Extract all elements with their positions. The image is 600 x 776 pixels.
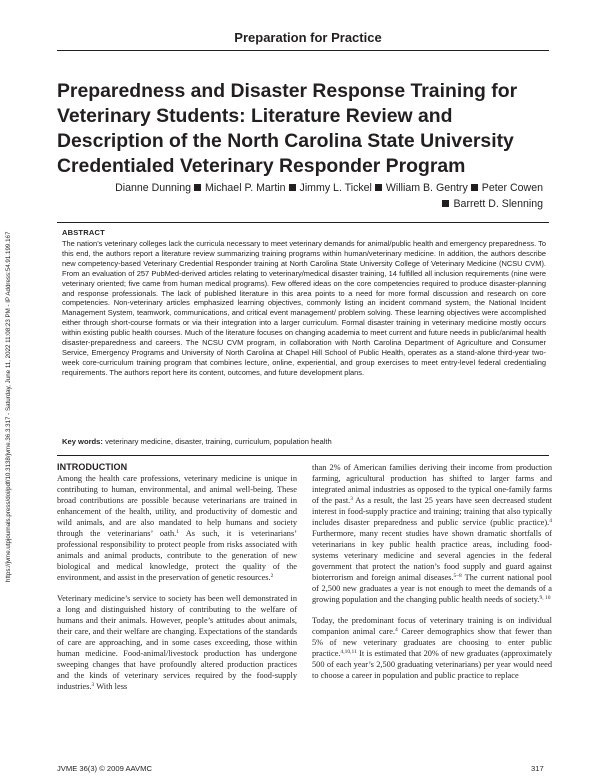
introduction-heading: INTRODUCTION	[57, 462, 128, 472]
reference-marker[interactable]: 4,10,11	[340, 649, 357, 655]
separator-square-icon	[194, 184, 201, 191]
reference-marker[interactable]: 5–8	[453, 573, 462, 579]
author-list	[73, 180, 543, 212]
body-text: Among the health care professions, veterinary medicine is unique in contributing to human, environmental, and animal well-being. These broad contributions are possible because veterinarians are trained in enhancement of the health, utility, and productivity of domestic and wild animals, and are also mandated to help humans and society through the veterinarians’ oath.	[57, 474, 297, 538]
paragraph	[312, 615, 552, 681]
paragraph	[57, 473, 297, 583]
separator-square-icon	[289, 184, 296, 191]
abstract-top-rule	[57, 222, 549, 223]
article-title: Preparedness and Disaster Response Training for Veterinary Students: Literature Review and Description of the North Carolina State University Credentialed Veterinary Responder Program	[57, 80, 518, 177]
keywords-text: veterinary medicine, disaster, training, curriculum, population health	[105, 437, 332, 446]
author-name: William B. Gentry	[385, 182, 468, 194]
body-text: Career demographics show that fewer than 5% of new veterinary graduates are choosing to enter public practice.	[312, 627, 552, 658]
author-name: Barrett D. Slenning	[453, 198, 543, 210]
left-column	[57, 462, 297, 702]
separator-square-icon	[375, 184, 382, 191]
paragraph	[57, 593, 297, 692]
body-text: Today, the predominant focus of veterinary training is on individual companion animal care.	[312, 616, 552, 636]
author-name: Dianne Dunning	[115, 182, 192, 194]
section-label: Preparation for Practice	[234, 30, 382, 45]
separator-square-icon	[471, 184, 478, 191]
reference-marker[interactable]: 1	[176, 529, 180, 535]
body-text: It is estimated that 20% of new graduates (approximately 500 of each year’s 2,500 graduating veterinarians) per year would need to choose a career in population and public practice to replace	[312, 649, 552, 680]
right-column	[312, 462, 552, 691]
reference-marker[interactable]: 4	[549, 518, 552, 524]
page-number: 317	[531, 764, 544, 773]
reference-marker[interactable]: 2	[270, 573, 274, 579]
author-name: Jimmy L. Tickel	[299, 182, 372, 194]
journal-footer: JVME 36(3) © 2009 AAVMC	[57, 764, 152, 773]
author-name: Peter Cowen	[481, 182, 543, 194]
header-rule	[57, 50, 549, 51]
author-name: Michael P. Martin	[205, 182, 286, 194]
download-watermark: https://jvme.utpjournals.press/doi/pdf/10.3138/jvme.36.3.317 - Saturday, June 11, 2022 11:08:23 PM - IP Address:54.91.199.167	[5, 231, 12, 582]
body-text: The current national pool of 2,500 new graduates a year is not enough to meet the demands of a growing population and the changing public health needs of society.	[312, 573, 552, 604]
body-text: As a result, the last 25 years have seen decreased student interest in food-supply practice and training; training that also typically includes disaster preparedness and public service (public practice).	[312, 496, 552, 527]
keywords	[62, 437, 546, 447]
reference-marker[interactable]: 4	[395, 627, 398, 633]
keywords-label: Key words:	[62, 437, 103, 446]
abstract-heading: ABSTRACT	[62, 228, 105, 237]
body-text: Veterinary medicine’s service to society has been well demonstrated in a long and distinguished history of contributing to the welfare of humans and their animals. However, people’s attitudes about animals, their care, and their welfare are changing. Expectations of the standards of care are approaching, and in some cases exceeding, those within human medicine. Food-animal/livestock production has undergone sweeping changes that have profoundly altered production practices and the kinds of veterinary services required by the food-supply industries.	[57, 594, 297, 691]
separator-square-icon	[442, 200, 449, 207]
reference-marker[interactable]: 3	[91, 682, 95, 688]
reference-marker[interactable]: 3	[350, 496, 353, 502]
keywords-rule	[57, 455, 549, 456]
abstract-text: The nation’s veterinary colleges lack the curricula necessary to meet veterinary demands for animal/public health and emergency preparedness. To this end, the authors report a literature review summarizing training programs within human/veterinary medicine. In addition, the authors describe new competency-based Veterinary Credential Responder training at North Carolina State University College of Veterinary Medicine (NCSU CVM). From an evaluation of 257 PubMed-derived articles relating to veterinary/medical disaster training, 14 fulfilled all inclusion requirements (nine were veterinary oriented; five came from human medical programs). Few offered ideas on the core competencies required to produce disaster-planning and response professionals. The lack of published literature in this area points to a need for more formal discussion and research on core competencies. Non-veterinary articles emphasized learning objectives, commonly listing an incident command system, the National Incident Management System, teamwork, communications, and critical event management/ problem solving. These learning objectives were accomplished either through short-course formats or via their integration into a larger curriculum. Formal disaster training in veterinary medicine mostly occurs within existing public health courses. Much of the literature focuses on changing academia to meet current and future needs in public/animal health disaster-preparedness and careers. The NCSU CVM program, in collaboration with North Carolina Department of Agriculture and Consumer Service, Emergency Programs and University of North Carolina at Chapel Hill School of Public Health, operates as a stand-alone third-year two-week core-curriculum training program that combines lecture, online, experiential, and group exercises to meet entry-level federal credentialing requirements. The authors report here its content, outcomes, and future development plans.	[62, 239, 546, 377]
reference-marker[interactable]: 9, 10	[539, 595, 551, 601]
body-text: As such, it is veterinarians’ professional responsibility to protect people from risks associated with animals and animal products, contribute to the generation of new biological and medical knowledge, protect the quality of the environment, and assist in the preservation of genetic resources.	[57, 529, 297, 582]
body-text: With less	[94, 682, 128, 691]
body-text: than 2% of American families deriving their income from production farming, agricultural production has shifted to larger farms and integrated animal industries as opposed to the typical one-family farms of the past.	[312, 463, 552, 505]
body-text: Furthermore, many recent studies have shown dramatic shortfalls of veterinarians in key public health practice areas, including food-systems veterinary medicine and several agencies in the federal government that protect the nation’s food supply and guard against bioterrorism and foreign animal diseases.	[312, 529, 552, 582]
paragraph	[312, 462, 552, 605]
